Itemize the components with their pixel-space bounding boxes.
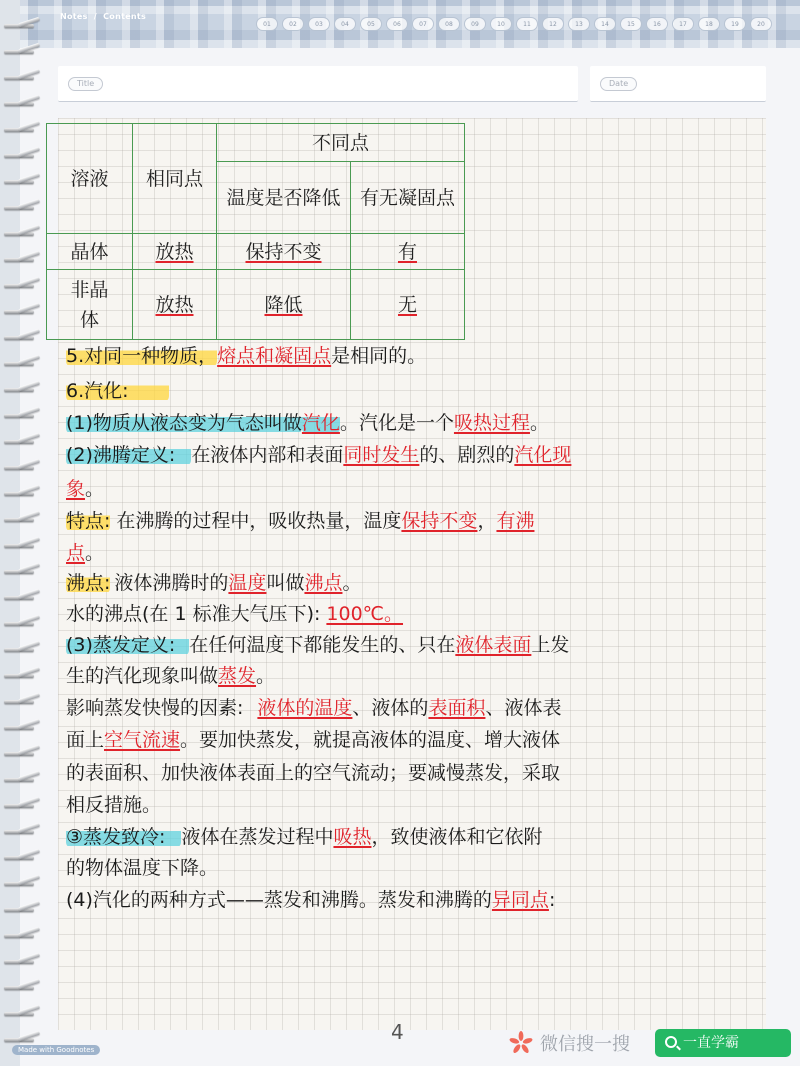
page-tab-20[interactable]: 20 [750, 17, 772, 31]
binding-ring [4, 956, 42, 968]
page-tab-08[interactable]: 08 [438, 17, 460, 31]
page-tab-05[interactable]: 05 [360, 17, 382, 31]
text-segment: 面上 [66, 729, 105, 751]
page-tab-12[interactable]: 12 [542, 17, 564, 31]
text-segment: 特点: [66, 510, 111, 532]
row-temp: 保持不变 [217, 234, 351, 270]
binding-ring [4, 410, 42, 422]
text-segment: 。汽化是一个 [339, 412, 454, 434]
note-line-evaporation [66, 630, 569, 657]
text-segment: 在沸腾的过程中，吸收热量，温度 [116, 510, 402, 532]
binding-ring [4, 904, 42, 916]
binding-ring [4, 748, 42, 760]
text-segment: (4)汽化的两种方式——蒸发和沸腾。蒸发和沸腾的 [66, 889, 492, 911]
header-solution: 溶液 [47, 124, 133, 234]
binding-ring [4, 150, 42, 162]
binding-ring [4, 800, 42, 812]
text-segment: (1)物质从液态变为气态叫做 [66, 412, 302, 434]
binding-ring [4, 670, 42, 682]
binding-ring [4, 852, 42, 864]
text-segment: 叫做 [266, 572, 305, 594]
binding-ring [4, 566, 42, 578]
text-segment: 5.对同一种物质， [66, 345, 218, 367]
page-tab-02[interactable]: 02 [282, 17, 304, 31]
text-segment: 水的沸点(在 1 标准大气压下): [66, 603, 321, 625]
note-line-boiling-point [66, 568, 361, 595]
page-tab-13[interactable]: 13 [568, 17, 590, 31]
row-temp: 降低 [217, 270, 351, 340]
binding-ring [4, 592, 42, 604]
note-line-evaporation-def [66, 408, 549, 435]
page-tab-14[interactable]: 14 [594, 17, 616, 31]
breadcrumb-notes[interactable]: Notes [60, 12, 88, 21]
text-segment: 6.汽化: [66, 380, 169, 402]
page-tab-16[interactable]: 16 [646, 17, 668, 31]
text-segment: 是相同的。 [331, 345, 427, 367]
note-line-boiling-def [66, 440, 571, 467]
page-tab-01[interactable]: 01 [256, 17, 278, 31]
row-point: 无 [351, 270, 465, 340]
note-line-factors [66, 693, 561, 720]
text-segment: 。要加快蒸发，就提高液体的温度、增大液体 [180, 729, 561, 751]
binding-ring [4, 774, 42, 786]
binding-ring [4, 722, 42, 734]
text-segment: 点 [66, 542, 86, 564]
text-segment: 在任何温度下都能发生的、只在 [189, 634, 456, 656]
header-same: 相同点 [133, 124, 217, 234]
row-same: 放热 [133, 234, 217, 270]
header-temp-text: 温度是否降低 [226, 186, 341, 209]
title-label: Title [68, 77, 103, 91]
text-segment: 。 [529, 412, 549, 434]
row-same: 放热 [133, 270, 217, 340]
text-segment: 相反措施。 [66, 794, 162, 816]
goodnotes-watermark: Made with Goodnotes [12, 1045, 100, 1055]
table-row [47, 270, 465, 340]
binding-ring [4, 696, 42, 708]
row-name [47, 270, 133, 340]
binding-ring [4, 46, 42, 58]
text-segment: 表面积 [428, 697, 486, 719]
spiral-binding [0, 0, 48, 1066]
binding-ring [4, 228, 42, 240]
table-row [47, 234, 465, 270]
text-segment: 生的汽化现象叫做 [66, 665, 219, 687]
comparison-table [46, 123, 465, 340]
text-segment: 液体在蒸发过程中 [181, 826, 334, 848]
header-diff: 不同点 [217, 124, 465, 162]
header-temp [217, 162, 351, 234]
page-tab-04[interactable]: 04 [334, 17, 356, 31]
binding-ring [4, 488, 42, 500]
page-tab-11[interactable]: 11 [516, 17, 538, 31]
binding-ring [4, 332, 42, 344]
text-segment: 汽化 [301, 412, 340, 434]
search-button-label: 一直学霸 [683, 1035, 739, 1051]
binding-ring [4, 176, 42, 188]
binding-ring [4, 254, 42, 266]
binding-ring [4, 878, 42, 890]
binding-ring [4, 1034, 42, 1046]
page-tab-06[interactable]: 06 [386, 17, 408, 31]
date-label: Date [600, 77, 637, 91]
text-segment: ， [477, 510, 497, 532]
search-icon [665, 1036, 677, 1048]
binding-ring [4, 98, 42, 110]
text-segment: 蒸发 [218, 665, 257, 687]
text-segment: 。 [85, 478, 105, 500]
text-segment: 同时发生 [343, 444, 420, 466]
page-tab-17[interactable]: 17 [672, 17, 694, 31]
binding-ring [4, 306, 42, 318]
date-field[interactable] [590, 66, 766, 102]
text-segment: 熔点和凝固点 [217, 345, 332, 367]
text-segment: 液体表面 [455, 634, 532, 656]
note-line-water-boiling-point [66, 599, 403, 626]
header-point [351, 162, 465, 234]
text-segment: ，致使液体和它依附 [371, 826, 543, 848]
note-line-5 [66, 341, 426, 368]
text-segment: 的表面积、加快液体表面上的空气流动；要减慢蒸发，采取 [66, 762, 561, 784]
wechat-search-icon [508, 1030, 534, 1056]
text-segment: 空气流速 [104, 729, 181, 751]
row-name-text: 非晶体 [70, 278, 109, 331]
text-segment: 液体的温度 [257, 697, 353, 719]
text-segment: 吸热 [333, 826, 372, 848]
text-segment: 液体沸腾时的 [114, 572, 229, 594]
note-line-6 [66, 376, 169, 403]
text-segment: (3)蒸发定义: [66, 634, 189, 656]
page-tab-18[interactable]: 18 [698, 17, 720, 31]
binding-ring [4, 436, 42, 448]
text-segment: ③蒸发致冷: [66, 826, 181, 848]
note-line-factors-cont2 [66, 758, 560, 785]
binding-ring [4, 1008, 42, 1020]
breadcrumb [60, 12, 146, 21]
title-field[interactable] [58, 66, 578, 102]
binding-ring [4, 384, 42, 396]
binding-ring [4, 930, 42, 942]
binding-ring [4, 826, 42, 838]
text-segment: 的、剧烈的 [419, 444, 515, 466]
text-segment: 在液体内部和表面 [191, 444, 344, 466]
note-line-evaporation-cont [66, 661, 275, 688]
text-segment: 吸热过程 [453, 412, 530, 434]
page-tab-10[interactable]: 10 [490, 17, 512, 31]
breadcrumb-contents[interactable]: Contents [103, 12, 147, 21]
text-segment: 汽化现 [514, 444, 572, 466]
page-tabs [256, 17, 772, 31]
binding-ring [4, 20, 42, 32]
note-line-two-ways [66, 885, 555, 912]
text-segment: (2)沸腾定义: [66, 444, 191, 466]
text-segment: 。 [85, 542, 105, 564]
plaid-header [20, 0, 800, 48]
text-segment: 的物体温度下降。 [66, 857, 219, 879]
row-name: 晶体 [47, 234, 133, 270]
text-segment: 沸点: [66, 572, 111, 594]
page-number: 4 [391, 1020, 404, 1044]
binding-ring [4, 540, 42, 552]
note-line-cooling-cont [66, 853, 218, 880]
text-segment: 象 [66, 478, 86, 500]
text-segment: 、液体表 [485, 697, 562, 719]
text-segment: : [548, 889, 556, 911]
text-segment: 、液体的 [352, 697, 429, 719]
header-point-text: 有无凝固点 [359, 186, 455, 209]
text-segment: 影响蒸发快慢的因素: [66, 697, 244, 719]
binding-ring [4, 358, 42, 370]
wechat-search-text: 微信搜一搜 [540, 1034, 630, 1055]
note-line-feature-cont [66, 538, 104, 565]
page-tab-19[interactable]: 19 [724, 17, 746, 31]
binding-ring [4, 72, 42, 84]
binding-ring [4, 644, 42, 656]
text-segment: 。 [342, 572, 362, 594]
note-line-boiling-def-cont [66, 474, 104, 501]
text-segment: 保持不变 [401, 510, 478, 532]
page-tab-07[interactable]: 07 [412, 17, 434, 31]
binding-ring [4, 982, 42, 994]
page-tab-09[interactable]: 09 [464, 17, 486, 31]
binding-ring [4, 124, 42, 136]
binding-ring [4, 280, 42, 292]
text-segment: 沸点 [304, 572, 343, 594]
binding-ring [4, 462, 42, 474]
text-segment: 。 [256, 665, 276, 687]
note-line-factors-cont [66, 725, 560, 752]
text-segment: 上发 [531, 634, 570, 656]
breadcrumb-separator: / [93, 12, 98, 21]
wechat-search-logo [508, 1030, 630, 1056]
binding-ring [4, 514, 42, 526]
page-tab-03[interactable]: 03 [308, 17, 330, 31]
text-segment: 有沸 [496, 510, 535, 532]
text-segment: 温度 [228, 572, 267, 594]
note-line-feature [66, 506, 534, 533]
text-segment: 异同点 [491, 889, 549, 911]
page-tab-15[interactable]: 15 [620, 17, 642, 31]
binding-ring [4, 202, 42, 214]
note-line-factors-cont3 [66, 790, 161, 817]
row-point: 有 [351, 234, 465, 270]
note-line-cooling [66, 822, 542, 849]
search-button[interactable] [655, 1029, 791, 1057]
binding-ring [4, 618, 42, 630]
text-segment: 100℃。 [326, 603, 404, 625]
